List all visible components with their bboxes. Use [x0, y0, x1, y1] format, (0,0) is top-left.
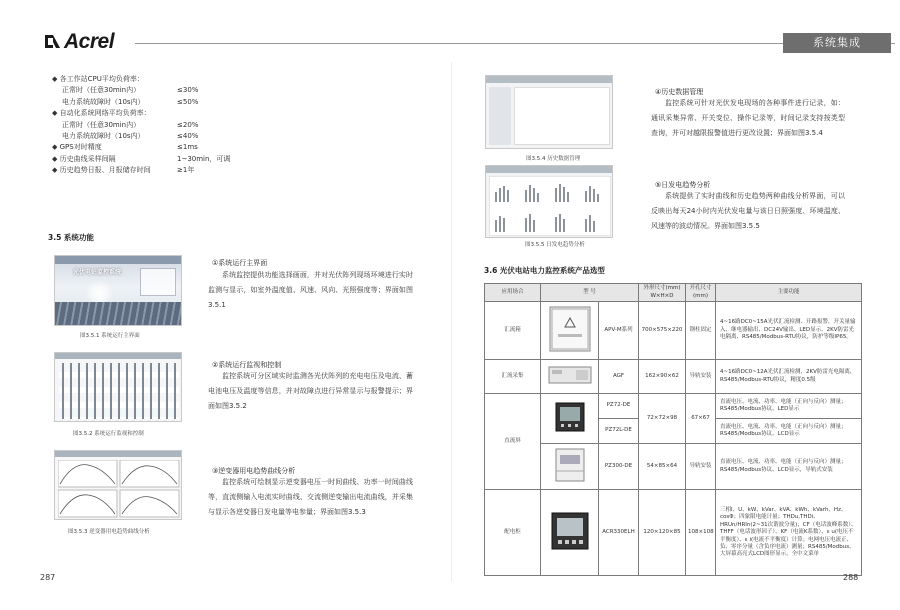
spec-value: ≤50% — [177, 97, 199, 106]
brand-logo — [44, 30, 136, 52]
spec-key: ◆ 历史趋势日报、月报储存时间 — [52, 166, 151, 175]
cell-image — [541, 360, 599, 394]
section-badge: 系统集成 — [783, 33, 891, 53]
screen-titlebar — [486, 76, 613, 83]
page-gutter — [451, 62, 452, 582]
block-title: ②系统运行监视和控制 — [212, 361, 282, 369]
block-text: 系统提供了实时曲线和历史趋势两种曲线分析界面，可以反映出每天24小时内光伏发电量与该日日照强度、环境温度、风速等的波动情况。界面如图3.5.5 — [651, 192, 845, 231]
cell-place: 直流屏 — [485, 394, 541, 490]
cell-function: 直流电压、电流、功率、电能（正向与反向）测量；RS485/Modbus协议、LCD显示 — [716, 419, 862, 444]
block-title: ④历史数据管理 — [655, 88, 704, 96]
table-row — [485, 490, 862, 576]
cell-model: PZ300-DE — [599, 444, 639, 490]
page-number-left: 287 — [40, 573, 56, 582]
block-title: ③逆变器用电趋势曲线分析 — [212, 467, 296, 475]
cell-function: 直流电压、电流、功率、电能（正向与反向）测量；RS485/Modbus协议、LCD显示，导轨式安装 — [716, 444, 862, 490]
screen-content — [514, 87, 610, 145]
brand-name: Acrel — [64, 30, 115, 53]
cell-image — [541, 490, 599, 576]
cell-image — [541, 394, 599, 444]
page-number-right: 288 — [843, 573, 859, 582]
cell-model: AGF — [599, 360, 639, 394]
screen-titlebar — [55, 353, 182, 359]
cell-size: 54×85×64 — [639, 444, 686, 490]
block-title: ①系统运行主界面 — [212, 259, 268, 267]
cell-function: 三相I、U、kW、kVar、kVA、kWh、kVarh、Hz、cosΦ；四象限电能计量；THDu,THDi、HRUn/HRIn(2~31次谐波分量)；CF（电话波峰系数）、THFF（电话波形因子）、KF（电流K系数）、ε u(电压不平衡度）、ε i(电流不平衡度）计算；电网电压电流正、负、零序分量（含负序电流）测量；RS485/Modbus，大屏幕高亮式LCD图形显示，全中文菜单 — [716, 490, 862, 576]
env-panel — [140, 268, 176, 296]
cell-cutout: 导轨安装 — [686, 360, 716, 394]
power-meter-icon — [547, 508, 593, 554]
trend-curves — [58, 460, 180, 518]
cell-place: 汇流箱 — [485, 302, 541, 360]
cell-cutout: 导轨安装 — [686, 444, 716, 490]
spec-value: ≥1年 — [177, 166, 195, 175]
column-header: 开孔尺寸(mm) — [686, 284, 716, 302]
figure-3-5-5-caption: 图3.5.5 日发电趋势分析 — [525, 242, 585, 248]
spec-key: 电力系统故障时（10s内） — [62, 131, 145, 140]
figure-3-5-3-image — [54, 450, 182, 520]
column-header: 主要功能 — [716, 284, 862, 302]
spec-key: ◆ 自动化系统网络平均负荷率： — [52, 109, 151, 118]
screen-titlebar — [55, 451, 182, 457]
spec-key: ◆ 历史曲线采样间隔 — [52, 154, 116, 163]
cell-size: 162×90×62 — [639, 360, 686, 394]
column-header: 应用场合 — [485, 284, 541, 302]
cell-model: APV-M系列 — [599, 302, 639, 360]
screen-titlebar — [55, 256, 182, 264]
table-row — [485, 444, 862, 490]
block-text: 监控系统可绘制显示逆变器电压一时间曲线、功率一时间曲线等，直流侧输入电流实时曲线、交流侧逆变输出电流曲线，并采集与显示各逆变器日发电量等电参量；界面如图3.5.3 — [208, 478, 413, 517]
spec-value: ≤40% — [177, 131, 199, 140]
daily-bar-charts — [489, 176, 611, 236]
combiner-box-icon — [546, 304, 594, 354]
screen-title: 光伏电站监控系统 — [73, 269, 122, 276]
cell-cutout: 108×108 — [686, 490, 716, 576]
cell-function: 4~16路DC0~12A光伏汇流检测，2KV防雷光电隔离，RS485/Modbus-RTU协议，精度0.5级 — [716, 360, 862, 394]
figure-3-5-1-image — [54, 255, 182, 326]
cell-image — [541, 444, 599, 490]
section-title-3-6: 3.6 光伏电站电力监控系统产品选型 — [484, 266, 605, 275]
cell-place: 汇流采集 — [485, 360, 541, 394]
cell-size: 120×120×85 — [639, 490, 686, 576]
figure-3-5-4-caption: 图3.5.4 历史数据管理 — [526, 156, 581, 162]
cell-cutout: 67×67 — [686, 394, 716, 444]
figure-3-5-3-caption: 图3.5.3 逆变器用电趋势曲线分析 — [68, 529, 150, 535]
acrel-logo-icon — [44, 33, 61, 50]
cell-model: PZ72-DE — [599, 394, 639, 419]
column-header: 型 号 — [541, 284, 639, 302]
block-text: 监控系统可分区域实时监测各光伏阵列的充电电压及电流、蓄电池电压及温度等信息，并对故障点进行异常显示与报警提示；界面如图3.5.2 — [208, 372, 413, 411]
array-grid — [59, 363, 179, 419]
column-header: 外形尺寸(mm) W×H×D — [639, 284, 686, 302]
table-header-row — [485, 284, 862, 302]
cell-function: 4~16路DC0~15A光伏汇流检测、开路报警，开关量输入、继电器输出、DC24V输出、LED显示、2KV防雷光电隔离、RS485/Modbus-RTU协议，防护等级IP65。 — [716, 302, 862, 360]
spec-key: ◆ 各工作站CPU平均负荷率： — [52, 75, 144, 83]
spec-key: 正常时（任意30min内） — [62, 120, 141, 129]
figure-3-5-5-image — [485, 165, 613, 238]
screen-titlebar — [486, 166, 613, 173]
figure-3-5-2-image — [54, 352, 182, 422]
spec-value: ≤1ms — [177, 143, 198, 152]
cell-place: 配电柜 — [485, 490, 541, 576]
cell-size: 72×72×98 — [639, 394, 686, 444]
cell-size: 700×575×220 — [639, 302, 686, 360]
spec-value: ≤30% — [177, 86, 199, 95]
spec-key: 正常时（任意30min内） — [62, 86, 141, 95]
figure-3-5-2-caption: 图3.5.2 系统运行监视和控制 — [73, 431, 144, 437]
cell-image — [541, 302, 599, 360]
cell-model: PZ72L-DE — [599, 419, 639, 444]
spec-key: 电力系统故障时（10s内） — [62, 97, 145, 106]
cell-cutout: 钢柱固定 — [686, 302, 716, 360]
din-rail-meter-icon — [548, 445, 592, 485]
section-title-3-5: 3.5 系统功能 — [48, 233, 94, 242]
header-rule — [135, 43, 895, 44]
solar-panels — [55, 302, 182, 326]
collector-module-icon — [546, 363, 594, 387]
screen-sidebar — [489, 87, 511, 145]
table-row — [485, 394, 862, 419]
block-text: 监控系统可针对光伏发电现场的各种事件进行记录，如：通讯采集异常、开关变位、操作记录等，时间记录支持按类型查询，并可对越限报警值进行更改设置；界面如图3.5.4 — [651, 99, 845, 138]
spec-value: ≤20% — [177, 120, 199, 129]
spec-key: ◆ GPS对时精度 — [52, 143, 102, 152]
spec-value: 1~30min，可调 — [177, 154, 231, 163]
figure-3-5-4-image — [485, 75, 613, 149]
product-table-grid — [484, 283, 861, 568]
figure-3-5-1-caption: 图3.5.1 系统运行主界面 — [80, 333, 140, 339]
cell-function: 直流电压、电流、功率、电能（正向与反向）测量；RS485/Modbus协议、LED显示 — [716, 394, 862, 419]
table-row — [485, 302, 862, 360]
cell-model: ACR330ELH — [599, 490, 639, 576]
block-title: ⑤日发电趋势分析 — [655, 181, 711, 189]
panel-meter-icon — [550, 397, 590, 437]
block-text: 系统监控提供功能选择画面，并对光伏阵列现场环境进行实时监测与显示，如室外温度值、风速、风向、光照强度等；界面如图3.5.1 — [208, 271, 413, 310]
table-row — [485, 360, 862, 394]
